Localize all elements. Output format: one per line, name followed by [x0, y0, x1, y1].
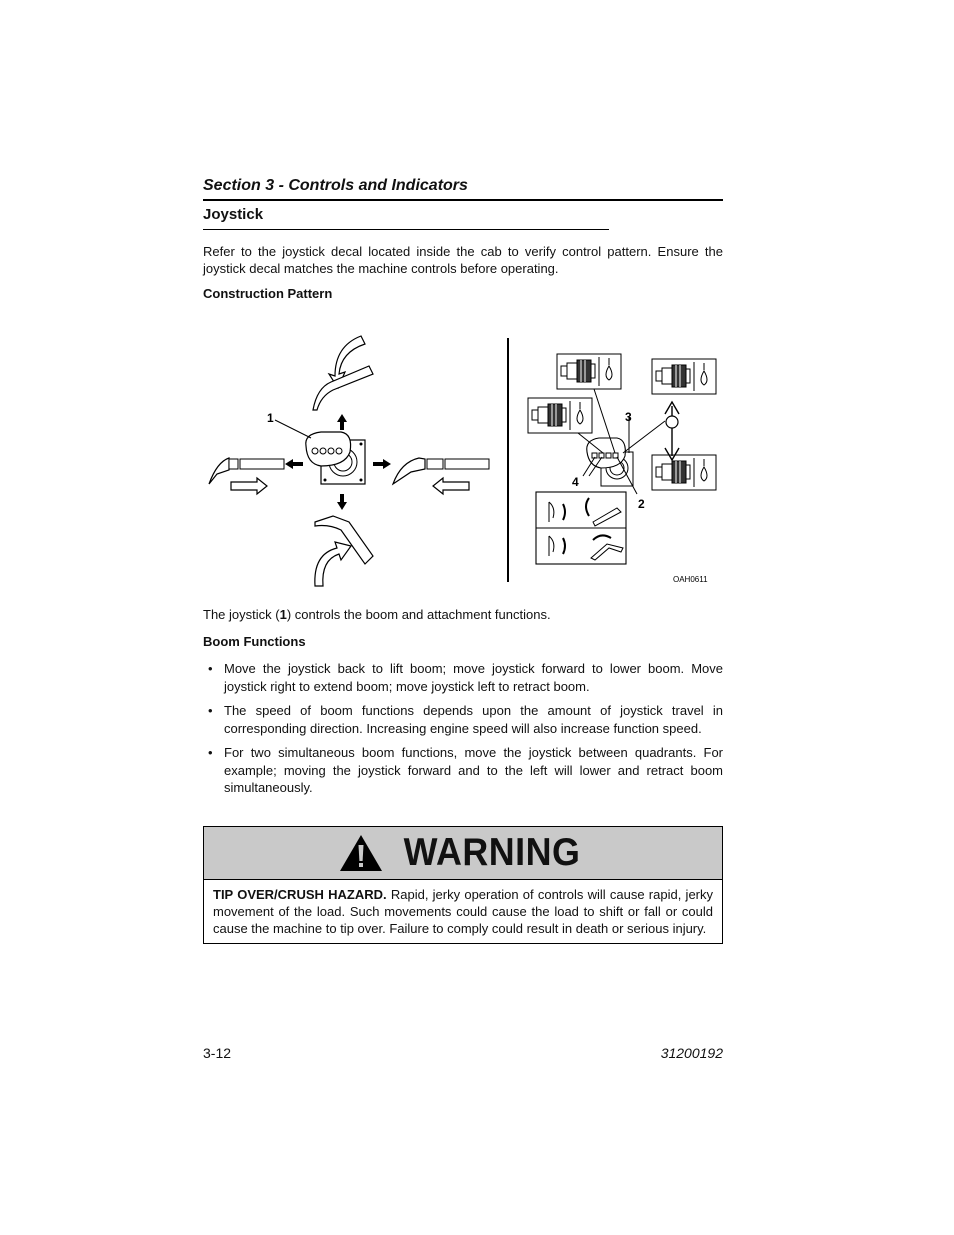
subsection-title: Joystick: [203, 206, 609, 230]
document-number: 31200192: [660, 1045, 723, 1061]
joystick-figure: [203, 326, 723, 588]
boom-functions-list: [203, 660, 723, 804]
joystick-description-end: ) controls the boom and attachment functions.: [286, 607, 551, 622]
list-item: • The speed of boom functions depends upon the amount of joystick travel in corresponding direction. Increasing engine speed will also increase function speed.: [203, 702, 723, 737]
joystick-left-panel: [209, 336, 489, 586]
arrow-left-outline-icon: [433, 478, 469, 494]
joystick-right-panel: [528, 354, 716, 564]
callout-3: 3: [625, 410, 632, 424]
warning-box: [203, 826, 723, 944]
joystick-callout-number: 1: [279, 607, 287, 622]
page-number: 3-12: [203, 1045, 232, 1061]
arrow-right-icon: [373, 459, 391, 469]
construction-pattern-heading: Construction Pattern: [203, 286, 333, 301]
arrow-left-icon: [285, 459, 303, 469]
arrow-right-outline-icon: [231, 478, 267, 494]
list-item: • Move the joystick back to lift boom; move joystick forward to lower boom. Move joystick right to extend boom; move joystick left to retract boom.: [203, 660, 723, 695]
warning-triangle-icon: [338, 833, 384, 873]
arrow-up-icon: [337, 414, 347, 430]
joystick-description-start: The joystick (: [203, 607, 280, 622]
joystick-description: [203, 607, 551, 622]
section-title: Section 3 - Controls and Indicators: [203, 177, 723, 201]
figure-code: OAH0611: [673, 575, 708, 584]
callout-2: 2: [638, 497, 645, 511]
warning-description: Rapid, jerky operation of controls will cause rapid, jerky movement of the load. Such movements could cause the load to shift or fall or could cause the machine to tip over. Failure to comply could result in death or serious injury.: [213, 887, 713, 936]
warning-hazard: TIP OVER/CRUSH HAZARD.: [213, 887, 387, 902]
warning-header: [204, 827, 722, 880]
callout-1: 1: [267, 411, 274, 425]
curved-arrow-down-icon: [315, 542, 351, 586]
boom-functions-heading: Boom Functions: [203, 634, 306, 649]
warning-title: WARNING: [403, 831, 581, 874]
arrow-down-icon: [337, 494, 347, 510]
hydraulic-coupler-icon: [557, 354, 621, 389]
list-item: • For two simultaneous boom functions, move the joystick between quadrants. For example; moving the joystick forward and to the left will lower and retract boom simultaneously.: [203, 744, 723, 797]
warning-text: [204, 880, 722, 943]
intro-paragraph: Refer to the joystick decal located inside the cab to verify control pattern. Ensure the joystick decal matches the machine controls before operating.: [203, 244, 723, 276]
callout-4: 4: [572, 475, 579, 489]
joystick-diagram: [203, 326, 723, 588]
